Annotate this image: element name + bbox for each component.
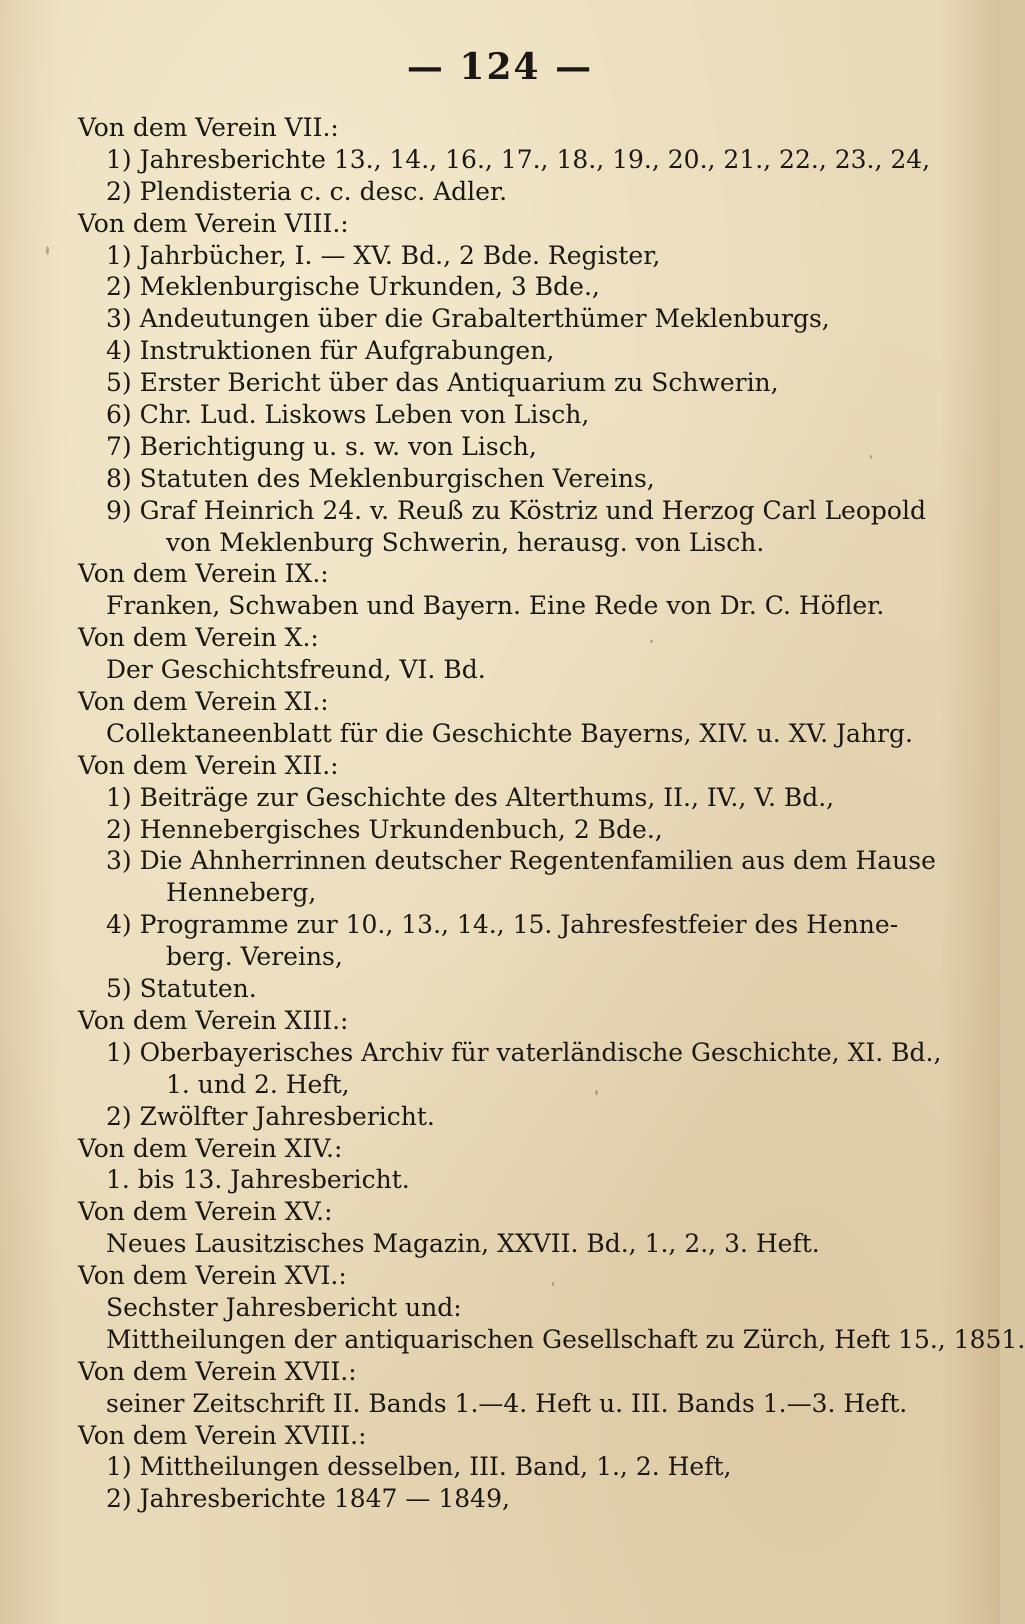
list-item: 2) Plendisteria c. c. desc. Adler.: [106, 176, 508, 206]
list-item: 3) Die Ahnherrinnen deutscher Regentenfamilien aus dem Hause: [106, 846, 936, 876]
section-heading: Von dem Verein IX.:: [78, 559, 329, 589]
list-item: Sechster Jahresbericht und:: [106, 1292, 462, 1322]
section-heading: Von dem Verein XIII.:: [78, 1005, 349, 1035]
page-content: [78, 112, 1025, 1515]
list-item: 3) Andeutungen über die Grabalterthümer Meklenburgs,: [106, 304, 830, 334]
list-item: 2) Hennebergisches Urkundenbuch, 2 Bde.,: [106, 814, 663, 844]
section-heading: Von dem Verein VII.:: [78, 113, 339, 142]
section-heading: Von dem Verein XVIII.:: [78, 1420, 367, 1450]
list-item: 4) Instruktionen für Aufgrabungen,: [106, 336, 555, 366]
list-item-continuation: berg. Vereins,: [166, 942, 343, 972]
list-item-continuation: Henneberg,: [166, 878, 317, 908]
list-item-continuation: von Meklenburg Schwerin, herausg. von Lisch.: [166, 527, 765, 557]
list-item: 5) Erster Bericht über das Antiquarium zu Schwerin,: [106, 368, 779, 398]
section-heading: Von dem Verein X.:: [78, 623, 319, 653]
paper-speck: [552, 1282, 554, 1286]
section-heading: Von dem Verein XI.:: [78, 687, 329, 717]
section-heading: Von dem Verein VIII.:: [78, 208, 349, 238]
list-item: Franken, Schwaben und Bayern. Eine Rede von Dr. C. Höfler.: [106, 591, 885, 621]
list-item: 1) Mittheilungen desselben, III. Band, 1., 2. Heft,: [106, 1452, 732, 1482]
list-item: 1) Beiträge zur Geschichte des Alterthums, II., IV., V. Bd.,: [106, 782, 835, 812]
list-item: Der Geschichtsfreund, VI. Bd.: [106, 655, 486, 685]
paper-speck: [870, 455, 872, 459]
list-item: 1) Jahrbücher, I. — XV. Bd., 2 Bde. Register,: [106, 240, 661, 270]
list-item: 9) Graf Heinrich 24. v. Reuß zu Köstriz und Herzog Carl Leopold: [106, 495, 926, 525]
section-heading: Von dem Verein XV.:: [78, 1197, 333, 1227]
list-item: 8) Statuten des Meklenburgischen Vereins,: [106, 463, 655, 493]
list-item: 2) Jahresberichte 1847 — 1849,: [106, 1484, 510, 1514]
list-item: 6) Chr. Lud. Liskows Leben von Lisch,: [106, 400, 590, 430]
paper-speck: [595, 1090, 598, 1095]
section-heading: Von dem Verein XVII.:: [78, 1356, 357, 1386]
list-item: seiner Zeitschrift II. Bands 1.—4. Heft u. III. Bands 1.—3. Heft.: [106, 1388, 908, 1418]
list-item: 1. bis 13. Jahresbericht.: [106, 1165, 410, 1195]
list-item: Collektaneenblatt für die Geschichte Bayerns, XIV. u. XV. Jahrg.: [106, 718, 913, 748]
list-item: 4) Programme zur 10., 13., 14., 15. Jahresfestfeier des Henne-: [106, 910, 899, 940]
paper-speck: [46, 246, 49, 255]
page-number: — 124 —: [406, 46, 594, 88]
section-heading: Von dem Verein XII.:: [78, 750, 339, 780]
list-item-continuation: 1. und 2. Heft,: [166, 1069, 350, 1099]
section-heading: Von dem Verein XIV.:: [78, 1133, 343, 1163]
list-item: 2) Meklenburgische Urkunden, 3 Bde.,: [106, 272, 600, 302]
list-item: Neues Lausitzisches Magazin, XXVII. Bd., 1., 2., 3. Heft.: [106, 1229, 820, 1259]
paper-speck: [650, 640, 653, 643]
list-item: 1) Jahresberichte 13., 14., 16., 17., 18., 19., 20., 21., 22., 23., 24,: [106, 144, 931, 174]
list-item: 1) Oberbayerisches Archiv für vaterländische Geschichte, XI. Bd.,: [106, 1037, 942, 1067]
section-heading: Von dem Verein XVI.:: [78, 1261, 347, 1291]
list-item: Mittheilungen der antiquarischen Gesellschaft zu Zürch, Heft 15., 1851.: [106, 1324, 1025, 1354]
list-item: 5) Statuten.: [106, 974, 257, 1004]
list-item: 7) Berichtigung u. s. w. von Lisch,: [106, 431, 537, 461]
list-item: 2) Zwölfter Jahresbericht.: [106, 1101, 435, 1131]
